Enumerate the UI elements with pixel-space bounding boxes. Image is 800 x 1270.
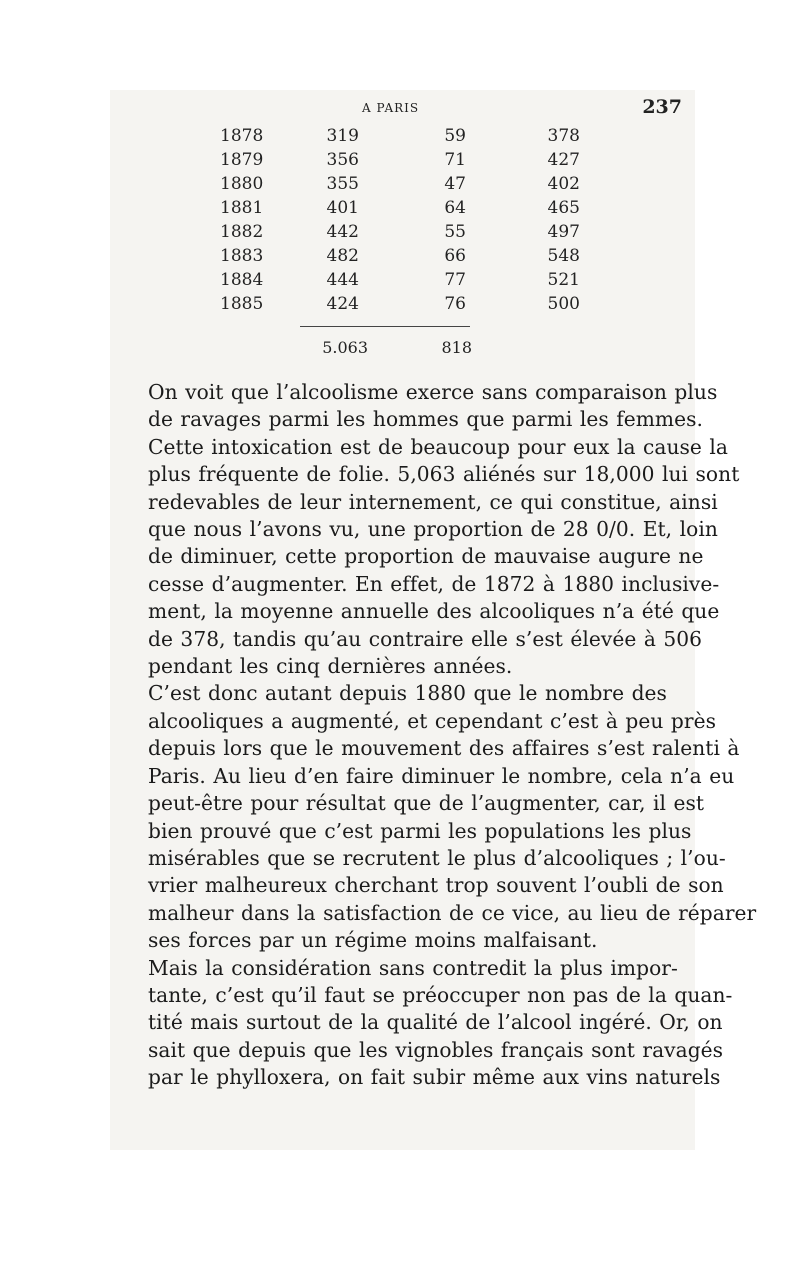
paragraph bbox=[124, 955, 733, 1092]
text-line: On voit que l’alcoolisme exerce sans comparaison plus bbox=[148, 380, 718, 404]
text-line: pendant les cinq dernières années. bbox=[148, 654, 513, 679]
table-cell: 356 bbox=[326, 150, 359, 170]
text-line: Mais la considération sans contredit la plus impor- bbox=[148, 955, 678, 980]
table-cell: 521 bbox=[547, 270, 580, 290]
table-cell: 424 bbox=[326, 294, 359, 314]
text-line: ses forces par un régime moins malfaisant. bbox=[148, 928, 598, 953]
text-line: malheur dans la satisfaction de ce vice, au lieu de réparer bbox=[148, 900, 757, 925]
text-line: Paris. Au lieu d’en faire diminuer le nombre, cela n’a eu bbox=[148, 763, 735, 788]
table-cell: 59 bbox=[444, 126, 466, 146]
table-cell: 319 bbox=[326, 126, 359, 146]
total-cell: 5.063 bbox=[322, 338, 368, 357]
table-cell: 355 bbox=[326, 174, 359, 194]
text-line: de ravages parmi les hommes que parmi les femmes. bbox=[148, 407, 703, 432]
table-cell: 1883 bbox=[220, 246, 264, 266]
text-line: tité mais surtout de la qualité de l’alcool ingéré. Or, on bbox=[148, 1010, 723, 1035]
table-row bbox=[122, 150, 682, 174]
total-cell: 818 bbox=[441, 338, 472, 357]
paragraph bbox=[124, 379, 740, 680]
text-line: cesse d’augmenter. En effet, de 1872 à 1880 inclusive- bbox=[148, 571, 720, 596]
table-cell: 47 bbox=[444, 174, 466, 194]
text-line: tante, c’est qu’il faut se préoccuper non pas de la quan- bbox=[148, 982, 733, 1007]
text-line: sait que depuis que les vignobles français sont ravagés bbox=[148, 1037, 724, 1062]
text-line: redevables de leur internement, ce qui constitue, ainsi bbox=[148, 489, 718, 514]
table-rule bbox=[300, 326, 470, 327]
text-line: bien prouvé que c’est parmi les populations les plus bbox=[148, 818, 692, 843]
table-cell: 1878 bbox=[220, 126, 264, 146]
table-cell: 77 bbox=[444, 270, 466, 290]
table-row bbox=[122, 174, 682, 198]
text-line: que nous l’avons vu, une proportion de 28 0/0. Et, loin bbox=[148, 517, 718, 542]
table-cell: 1884 bbox=[220, 270, 264, 290]
table-cell: 500 bbox=[547, 294, 580, 314]
page-number: 237 bbox=[642, 96, 682, 118]
text-line: ment, la moyenne annuelle des alcooliques n’a été que bbox=[148, 599, 720, 624]
table-totals bbox=[122, 338, 682, 362]
table-cell: 1882 bbox=[220, 222, 264, 242]
text-line: alcooliques a augmenté, et cependant c’est à peu près bbox=[148, 708, 716, 733]
text-line: Cette intoxication est de beaucoup pour eux la cause la bbox=[148, 434, 728, 459]
table-cell: 442 bbox=[326, 222, 359, 242]
text-line: vrier malheureux cherchant trop souvent l’oubli de son bbox=[148, 873, 724, 898]
table-cell: 71 bbox=[444, 150, 466, 170]
text-line: misérables que se recrutent le plus d’alcooliques ; l’ou- bbox=[148, 845, 726, 870]
table-row bbox=[122, 198, 682, 222]
text-line: de 378, tandis qu’au contraire elle s’est élevée à 506 bbox=[148, 626, 703, 651]
table-cell: 76 bbox=[444, 294, 466, 314]
table-row bbox=[122, 126, 682, 150]
table-cell: 401 bbox=[326, 198, 359, 218]
table-row bbox=[122, 294, 682, 318]
table-cell: 427 bbox=[547, 150, 580, 170]
table-cell: 465 bbox=[547, 198, 580, 218]
table-row bbox=[122, 222, 682, 246]
running-head bbox=[122, 96, 682, 124]
running-title: A PARIS bbox=[362, 101, 420, 115]
text-line: C’est donc autant depuis 1880 que le nombre des bbox=[148, 681, 667, 706]
table-cell: 378 bbox=[547, 126, 580, 146]
table-cell: 482 bbox=[326, 246, 359, 266]
statistics-table bbox=[122, 126, 682, 381]
table-cell: 548 bbox=[547, 246, 580, 266]
table-cell: 402 bbox=[547, 174, 580, 194]
table-row bbox=[122, 246, 682, 270]
text-line: peut-être pour résultat que de l’augmenter, car, il est bbox=[148, 791, 705, 816]
table-cell: 64 bbox=[444, 198, 466, 218]
body-text bbox=[124, 379, 757, 1092]
table-cell: 1881 bbox=[220, 198, 264, 218]
table-cell: 497 bbox=[547, 222, 580, 242]
text-line: par le phylloxera, on fait subir même aux vins naturels bbox=[148, 1065, 721, 1090]
table-cell: 444 bbox=[326, 270, 359, 290]
table-row bbox=[122, 270, 682, 294]
table-cell: 1880 bbox=[220, 174, 264, 194]
text-line: de diminuer, cette proportion de mauvaise augure ne bbox=[148, 544, 704, 569]
table-cell: 55 bbox=[444, 222, 466, 242]
table-cell: 66 bbox=[444, 246, 466, 266]
table-cell: 1879 bbox=[220, 150, 264, 170]
text-line: plus fréquente de folie. 5,063 aliénés sur 18,000 lui sont bbox=[148, 462, 740, 487]
paragraph bbox=[124, 680, 757, 954]
table-cell: 1885 bbox=[220, 294, 264, 314]
text-line: depuis lors que le mouvement des affaires s’est ralenti à bbox=[148, 736, 740, 761]
